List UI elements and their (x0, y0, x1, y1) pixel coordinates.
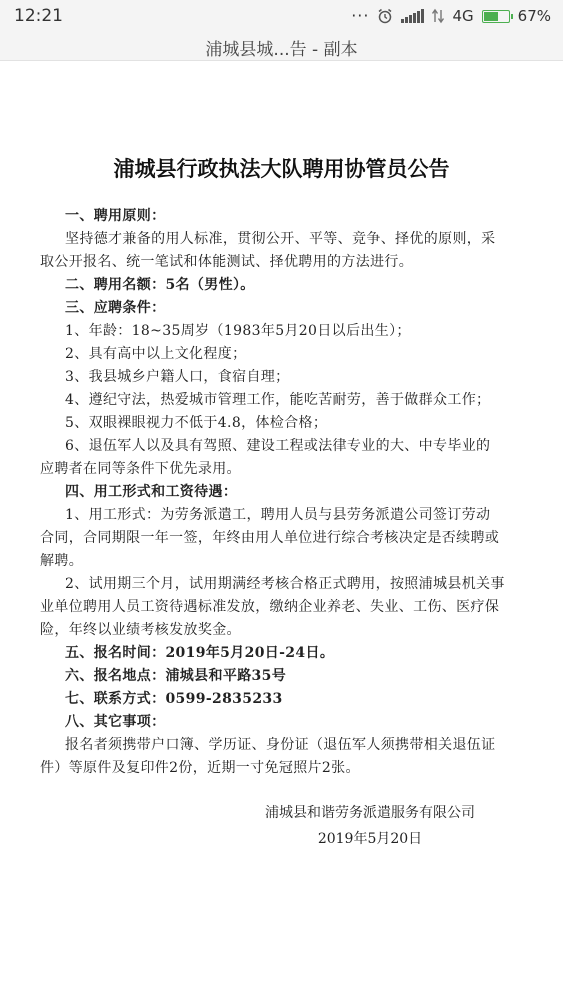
window-title-bar (0, 32, 563, 61)
alarm-icon (377, 8, 393, 24)
window-title: 浦城县城...告 - 副本 (205, 40, 358, 60)
list-item: 3、我县城乡户籍人口，食宿自理； (65, 369, 290, 385)
body-line: 坚持德才兼备的用人标准，贯彻公开、平等、竞争、择优的原则，采 (65, 231, 496, 247)
list-item: 6、退伍军人以及具有驾照、建设工程或法律专业的大、中专毕业的 (65, 438, 491, 454)
body-line: 解聘。 (40, 553, 84, 569)
section-heading: 二、聘用名额：5名（男性）。 (65, 277, 255, 293)
list-item: 5、双眼裸眼视力不低于4.8，体检合格； (65, 415, 328, 431)
list-item: 4、遵纪守法，热爱城市管理工作，能吃苦耐劳，善于做群众工作； (65, 392, 491, 408)
section-heading: 五、报名时间：2019年5月20日-24日。 (65, 645, 335, 661)
section-heading: 一、聘用原则： (65, 208, 166, 224)
battery-indicator (482, 7, 551, 25)
section-heading: 八、其它事项： (65, 714, 166, 730)
status-icons (351, 6, 551, 26)
section-heading: 四、用工形式和工资待遇： (65, 484, 238, 500)
body-line: 取公开报名、统一笔试和体能测试、择优聘用的方法进行。 (40, 254, 414, 270)
body-line: 合同，合同期限一年一签，年终由用人单位进行综合考核决定是否续聘或 (40, 530, 500, 546)
status-time: 12:21 (14, 6, 63, 26)
body-line: 应聘者在同等条件下优先录用。 (40, 461, 241, 477)
body-line: 险，年终以业绩考核发放奖金。 (40, 622, 241, 638)
more-dots-icon: ··· (351, 6, 370, 25)
list-item: 2、具有高中以上文化程度； (65, 346, 247, 362)
data-transfer-icon (432, 8, 444, 24)
section-heading: 七、联系方式：0599-2835233 (65, 691, 283, 707)
section-heading: 六、报名地点：浦城县和平路35号 (65, 668, 287, 684)
network-type: 4G (452, 7, 474, 25)
document-page (0, 61, 563, 1000)
signature-company: 浦城县和谐劳务派遣服务有限公司 (265, 805, 475, 821)
body-line: 报名者须携带户口簿、学历证、身份证（退伍军人须携带相关退伍证 (65, 737, 496, 753)
battery-percent: 67% (517, 7, 551, 25)
section-heading: 三、应聘条件： (65, 300, 166, 316)
battery-icon (482, 10, 510, 23)
list-item: 1、年龄：18~35周岁（1983年5月20日以后出生）； (65, 323, 411, 339)
body-line: 业单位聘用人员工资待遇标准发放，缴纳企业养老、失业、工伤、医疗保 (40, 599, 500, 615)
signature-date: 2019年5月20日 (317, 831, 423, 847)
list-item: 2、试用期三个月，试用期满经考核合格正式聘用，按照浦城县机关事 (65, 576, 505, 592)
list-item: 1、用工形式：为劳务派遣工，聘用人员与县劳务派遣公司签订劳动 (65, 507, 491, 523)
status-bar (0, 0, 563, 32)
document-title: 浦城县行政执法大队聘用协管员公告 (113, 157, 450, 181)
signal-strength-icon (401, 9, 424, 23)
body-line: 件）等原件及复印件2份，近期一寸免冠照片2张。 (40, 760, 360, 776)
document-body (40, 205, 540, 780)
